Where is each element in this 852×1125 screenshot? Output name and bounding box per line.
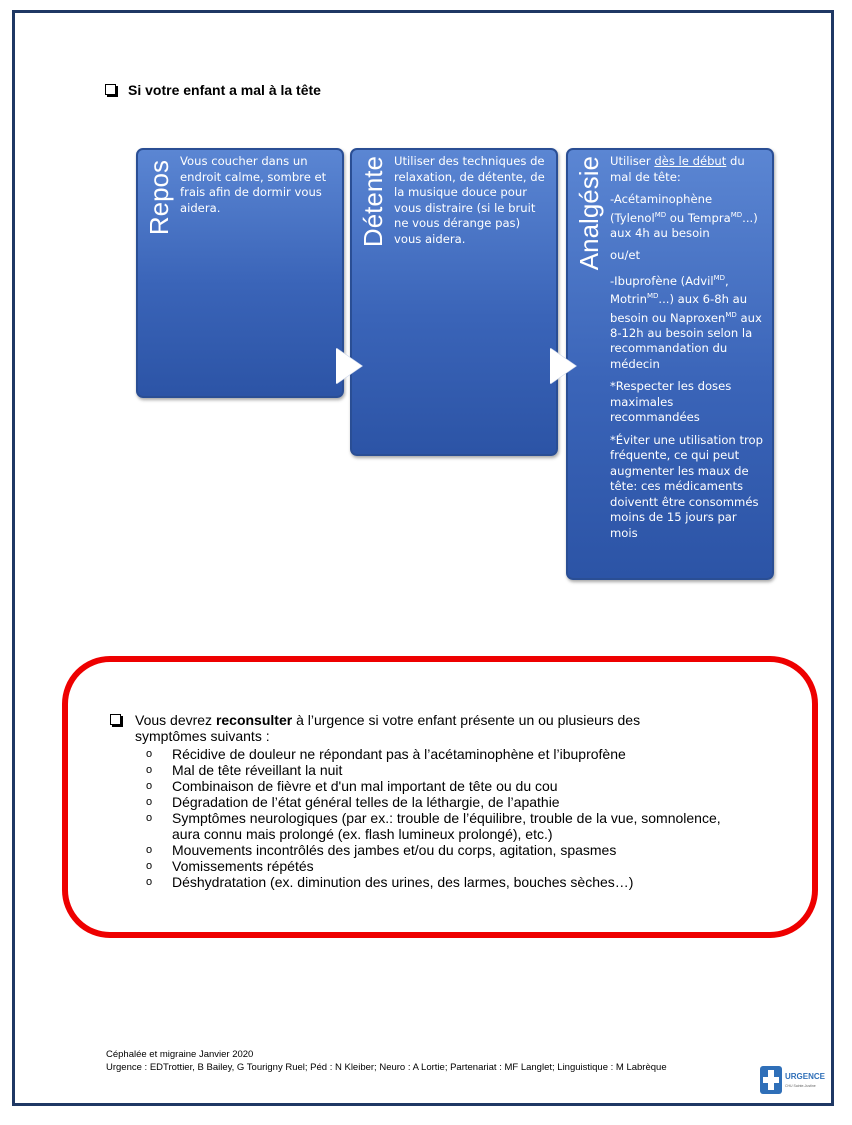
card-text: *Éviter une utilisation trop fréquente, ce qui peut augmenter les maux de tête: ces médicaments doiventt être consommés moins de 15 jours par mois <box>610 432 763 540</box>
card-text: Utiliser dès le début du mal de tête: <box>610 154 745 184</box>
card-analgesie <box>566 148 774 580</box>
warning-intro: Vous devrez reconsulter à l’urgence si votre enfant présente un ou plusieurs des symptômes suivants : <box>110 712 750 744</box>
warning-box <box>62 656 818 938</box>
list-item: o Récidive de douleur ne répondant pas à l’acétaminophène et l’ibuprofène <box>146 746 746 762</box>
card-title: Repos <box>144 160 174 236</box>
card-repos <box>136 148 344 398</box>
list-item: o Combinaison de fièvre et d'un mal important de tête ou du cou <box>146 778 746 794</box>
urgence-logo-icon <box>758 1060 830 1100</box>
list-item: o Mal de tête réveillant la nuit <box>146 762 746 778</box>
card-text: *Respecter les doses maximales recommandées <box>610 379 732 425</box>
card-detente <box>350 148 558 456</box>
card-text: -Ibuprofène (Advil$^{MD}$, Motrin$^{MD}$...) aux 6-8h au besoin ou Naproxen$^{MD}$ aux 8-12h au besoin selon la recommandation du médecin <box>610 273 762 371</box>
card-text: Utiliser des techniques de relaxation, de détente, de la musique douce pour vous distraire (si le bruit ne vous dérange pas) vous aidera. <box>394 154 545 246</box>
chevron-right-icon <box>550 348 576 384</box>
checkbox-bullet-icon <box>105 84 116 95</box>
logo-sub: CHU Sainte-Justine <box>785 1084 816 1088</box>
card-text: ou/et <box>610 248 641 263</box>
list-item: o Dégradation de l’état général telles de la léthargie, de l’apathie <box>146 794 746 810</box>
card-title: Détente <box>358 156 388 248</box>
underlined-text: dès le début <box>654 154 727 168</box>
list-item: o Symptômes neurologiques (par ex.: trouble de l’équilibre, trouble de la vue, somnolence, aura connu mais prolongé (ex. flash lumineux prolongé), etc.) <box>146 810 746 842</box>
card-text: -Acétaminophène (Tylenol$^{MD}$ ou Tempra$^{MD}$...) aux 4h au besoin <box>610 192 758 240</box>
logo-name: URGENCE <box>785 1072 826 1081</box>
list-item: o Vomissements répétés <box>146 858 746 874</box>
checkbox-bullet-icon <box>110 714 121 725</box>
chevron-right-icon <box>336 348 362 384</box>
section-heading: Si votre enfant a mal à la tête <box>105 82 321 98</box>
symptom-list <box>146 746 746 890</box>
list-item: o Mouvements incontrôlés des jambes et/ou du corps, agitation, spasmes <box>146 842 746 858</box>
footer: Céphalée et migraine Janvier 2020 Urgence : EDTrottier, B Bailey, G Tourigny Ruel; Péd : N Kleiber; Neuro : A Lortie; Partenariat : MF Langlet; Linguistique : M Labrèque <box>106 1049 667 1073</box>
card-title: Analgésie <box>574 156 604 271</box>
card-text: Vous coucher dans un endroit calme, sombre et frais afin de dormir vous aidera. <box>180 154 327 215</box>
list-item: o Déshydratation (ex. diminution des urines, des larmes, bouches sèches…) <box>146 874 746 890</box>
